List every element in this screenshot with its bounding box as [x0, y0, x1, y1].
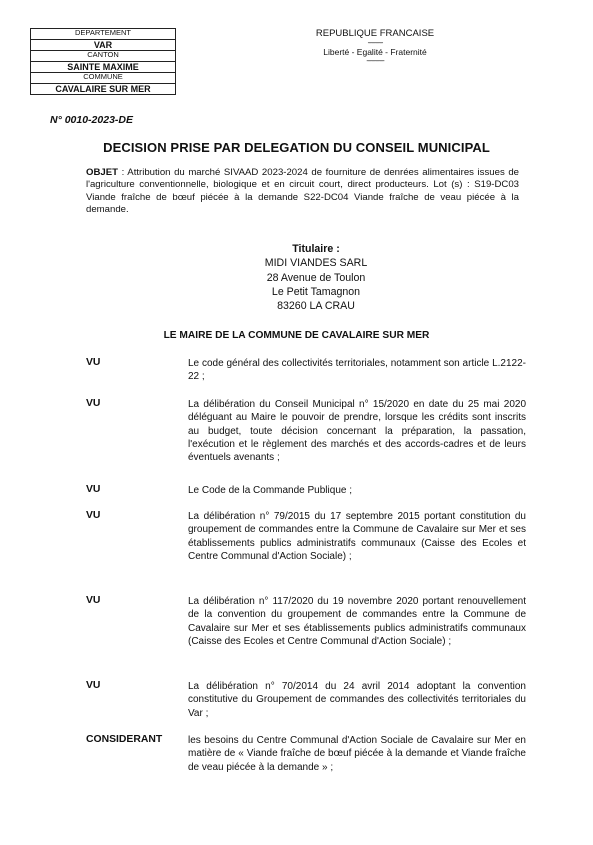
clause-tag: VU [86, 680, 101, 691]
objet-paragraph [86, 167, 519, 216]
clause-tag: VU [86, 398, 101, 409]
titulaire-block [246, 242, 386, 313]
republic-header [300, 28, 450, 65]
departement-label: DEPARTEMENT [31, 29, 175, 40]
decision-number: N° 0010-2023-DE [50, 114, 133, 126]
titulaire-street: 28 Avenue de Toulon [266, 271, 366, 284]
republic-separator-bottom: ------------- [366, 57, 384, 65]
commune-value: CAVALAIRE SUR MER [55, 84, 151, 94]
clause-text: Le Code de la Commande Publique ; [188, 485, 352, 496]
administrative-header-box [30, 28, 176, 95]
clause-tag: VU [86, 595, 101, 606]
clause-text: les besoins du Centre Communal d'Action Sociale de Cavalaire sur Mer en matière de « Viande fraîche de bœuf piécée à la demande et Viande fraîche de veau piécée à la demande » ; [188, 735, 526, 773]
clause-tag: CONSIDERANT [86, 734, 163, 745]
republic-separator-top: ----------- [367, 39, 383, 47]
objet-text: : Attribution du marché SIVAAD 2023-2024 de fourniture de denrées alimentaires issues de l'agriculture conventionnelle, biologique et en circuit court, direct producteurs. Lot (s) : S19-DC03 Viande fraîche de bœuf piécée à la demande S22-DC04 Viande fraîche de veau piécée à la demande. [86, 167, 519, 215]
objet-label: OBJET [86, 167, 118, 178]
clause-text: La délibération n° 79/2015 du 17 septembre 2015 portant constitution du groupement de commandes entre la Commune de Cavalaire sur Mer et ses établissements publics administratifs communaux (Caisse des Ecoles et Centre Communal d'Action Sociale) ; [188, 511, 526, 562]
clause-text: La délibération du Conseil Municipal n° 15/2020 en date du 25 mai 2020 déléguant au Maire le pouvoir de prendre, lorsque les crédits sont inscrits au budget, toute décision concernant la préparation, la passation, l'exécution et le règlement des marchés et des accords-cadres et de leurs éventuels avenants ; [188, 399, 526, 464]
departement-value: VAR [31, 40, 175, 51]
clause-text: La délibération n° 117/2020 du 19 novembre 2020 portant renouvellement de la convention du groupement de commandes entre la Commune de Cavalaire sur Mer et ses établissements publics administratifs communaux (Caisse des Ecoles et Centre Communal d'Action Sociale) ; [188, 596, 526, 647]
republic-name: REPUBLIQUE FRANCAISE [315, 28, 435, 39]
maire-heading: LE MAIRE DE LA COMMUNE DE CAVALAIRE SUR MER [163, 330, 430, 341]
republic-motto: Liberté - Egalité - Fraternité [323, 46, 427, 57]
canton-value: SAINTE MAXIME [31, 62, 175, 73]
titulaire-name: MIDI VIANDES SARL [264, 257, 368, 270]
clause-tag: VU [86, 484, 101, 495]
canton-label: CANTON [31, 51, 175, 62]
titulaire-city: 83260 LA CRAU [277, 300, 355, 313]
commune-label: COMMUNE [31, 73, 175, 84]
clause-tag: VU [86, 510, 101, 521]
titulaire-locality: Le Petit Tamagnon [271, 285, 361, 298]
clause-text: Le code général des collectivités territoriales, notamment son article L.2122-22 ; [188, 358, 526, 383]
clause-text: La délibération n° 70/2014 du 24 avril 2014 adoptant la convention constitutive du Groupement de commandes des collectivités territoriales du Var ; [188, 681, 526, 719]
clause-tag: VU [86, 357, 101, 368]
document-title: DECISION PRISE PAR DELEGATION DU CONSEIL MUNICIPAL [103, 140, 490, 155]
titulaire-label: Titulaire : [292, 243, 340, 255]
